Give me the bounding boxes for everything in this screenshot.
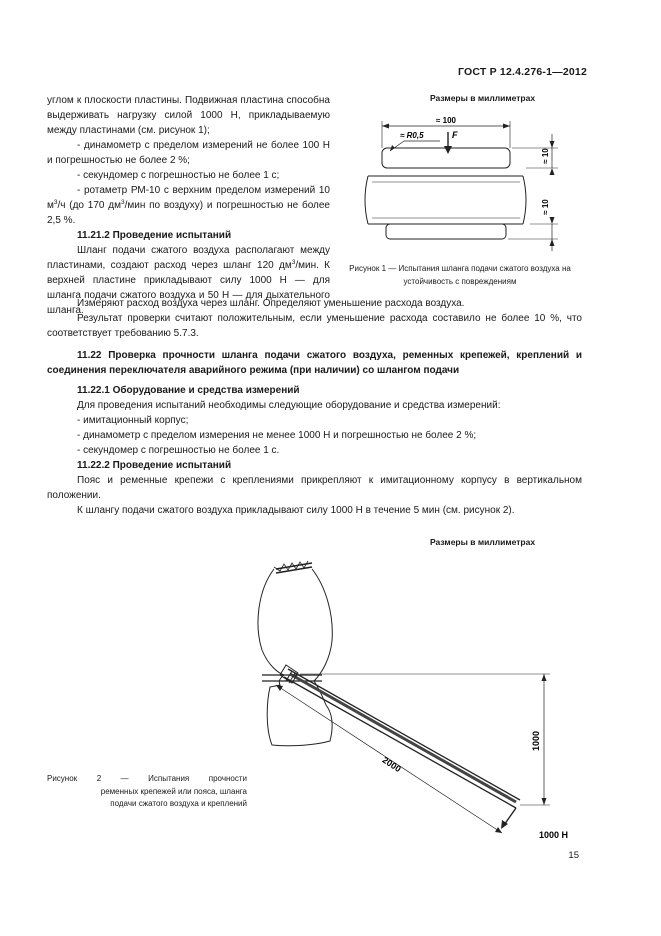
hose-end (523, 176, 526, 224)
arrowhead (550, 168, 555, 175)
torso-dummy (258, 569, 332, 746)
force-label: 1000 Н (539, 830, 569, 840)
text-fragment: - ротаметр РМ-10 с верхним пределом измерений 10 м (47, 185, 330, 211)
figure1-units-label: Размеры в миллиметрах (430, 93, 536, 103)
paragraph: Пояс и ременные крепежи с креплениями прикрепляют к имитационному корпусу в вертикальном положении. (47, 475, 582, 501)
arrowhead (550, 217, 555, 224)
text-fragment: /мин. К верхней пластине прикладывают силу 1000 Н — для шланга подачи сжатого воздуха и 50 Н — для дыхательного шланга. (47, 260, 330, 316)
superscript: 3 (120, 199, 125, 206)
hose-edge (284, 677, 516, 808)
main-text (47, 296, 582, 518)
text-fragment: /ч (до 170 дм (57, 200, 121, 211)
dim-length-label: 2000 (380, 754, 403, 775)
dim-hose-label: ≈ 10 (541, 199, 550, 215)
list-item: - имитационный корпус; (77, 415, 189, 426)
arrowhead (382, 124, 389, 129)
arrowhead (276, 685, 283, 691)
list-item: - секундомер с погрешностью не более 1 с; (77, 170, 280, 181)
dim-width-label: ≈ 100 (436, 116, 456, 125)
arrowhead (542, 798, 547, 805)
section-heading: 11.21.2 Проведение испытаний (77, 230, 232, 241)
superscript: 3 (53, 199, 58, 206)
subsection-heading: 11.22.2 Проведение испытаний (77, 460, 232, 471)
dim-height-label: 1000 (531, 730, 541, 752)
paragraph: углом к плоскости пластины. Подвижная пластина способна выдерживать нагрузку силой 1000 Н, прикладываемую между пластинами (см. рисунок 1); (47, 95, 330, 136)
document-code: ГОСТ Р 12.4.276-1—2012 (457, 66, 587, 78)
hose-edge (288, 669, 520, 800)
figure2-caption (47, 773, 247, 811)
caption-line: ременных крепежей или пояса, шланга (100, 786, 247, 796)
lower-plate (386, 224, 506, 239)
caption-line: подачи сжатого воздуха и креплений (110, 799, 247, 808)
list-item: - динамометр с пределом измерения не менее 1000 Н и погрешностью не более 2 %; (77, 430, 477, 441)
paragraph: Результат проверки считают положительным, если уменьшение расхода составило не более 10 %, что соответствует требованию 5.7.3. (47, 313, 582, 339)
figure1-caption: Рисунок 1 — Испытания шланга подачи сжатого воздуха на устойчивость с повреждениям (349, 264, 571, 286)
figure2-drawing (240, 555, 580, 850)
subsection-heading: 11.22.1 Оборудование и средства измерений (77, 385, 300, 396)
dim-radius-label: ≈ R0,5 (400, 131, 424, 140)
caption-line: Рисунок 2 — Испытания прочности (47, 774, 247, 783)
dim-plate-label: ≈ 10 (541, 148, 550, 164)
force-arrow (504, 808, 516, 825)
hose-end (365, 176, 368, 224)
hose-core (290, 674, 516, 802)
figure1-drawing (340, 106, 570, 256)
paragraph: Измеряют расход воздуха через шланг. Определяют уменьшение расхода воздуха. (77, 298, 465, 309)
section-heading: 11.22 Проверка прочности шланга подачи сжатого воздуха, ременных крепежей, креплений и соединения переключателя аварийного режима (при наличии) со шлангом подачи (47, 350, 582, 376)
list-item (47, 183, 330, 228)
arrowhead (503, 124, 510, 129)
list-item: - динамометр с пределом измерений не более 100 Н и погрешностью не более 2 %; (47, 140, 330, 166)
page-number: 15 (568, 850, 579, 861)
arrowhead (495, 827, 502, 833)
arrowhead (550, 239, 555, 246)
paragraph: Для проведения испытаний необходимы следующие оборудование и средства измерений: (77, 400, 501, 411)
figure2-units-label: Размеры в миллиметрах (430, 537, 536, 547)
arrowhead (444, 146, 452, 154)
upper-plate (382, 148, 510, 168)
paragraph: К шлангу подачи сжатого воздуха прикладывают силу 1000 Н в течение 5 мин (см. рисунок 2). (77, 505, 515, 516)
arrowhead (550, 141, 555, 148)
text-fragment: /мин по воздуху) и погрешностью не более 2,5 %. (47, 200, 330, 226)
list-item: - секундомер с погрешностью не более 1 с. (77, 445, 280, 456)
left-column-text (47, 93, 330, 318)
arrowhead (542, 674, 547, 681)
text-fragment: Шланг подачи сжатого воздуха располагают между пластинами, создают расход через шланг 120 дм (47, 245, 330, 271)
force-label: F (452, 130, 458, 140)
superscript: 3 (291, 259, 296, 266)
